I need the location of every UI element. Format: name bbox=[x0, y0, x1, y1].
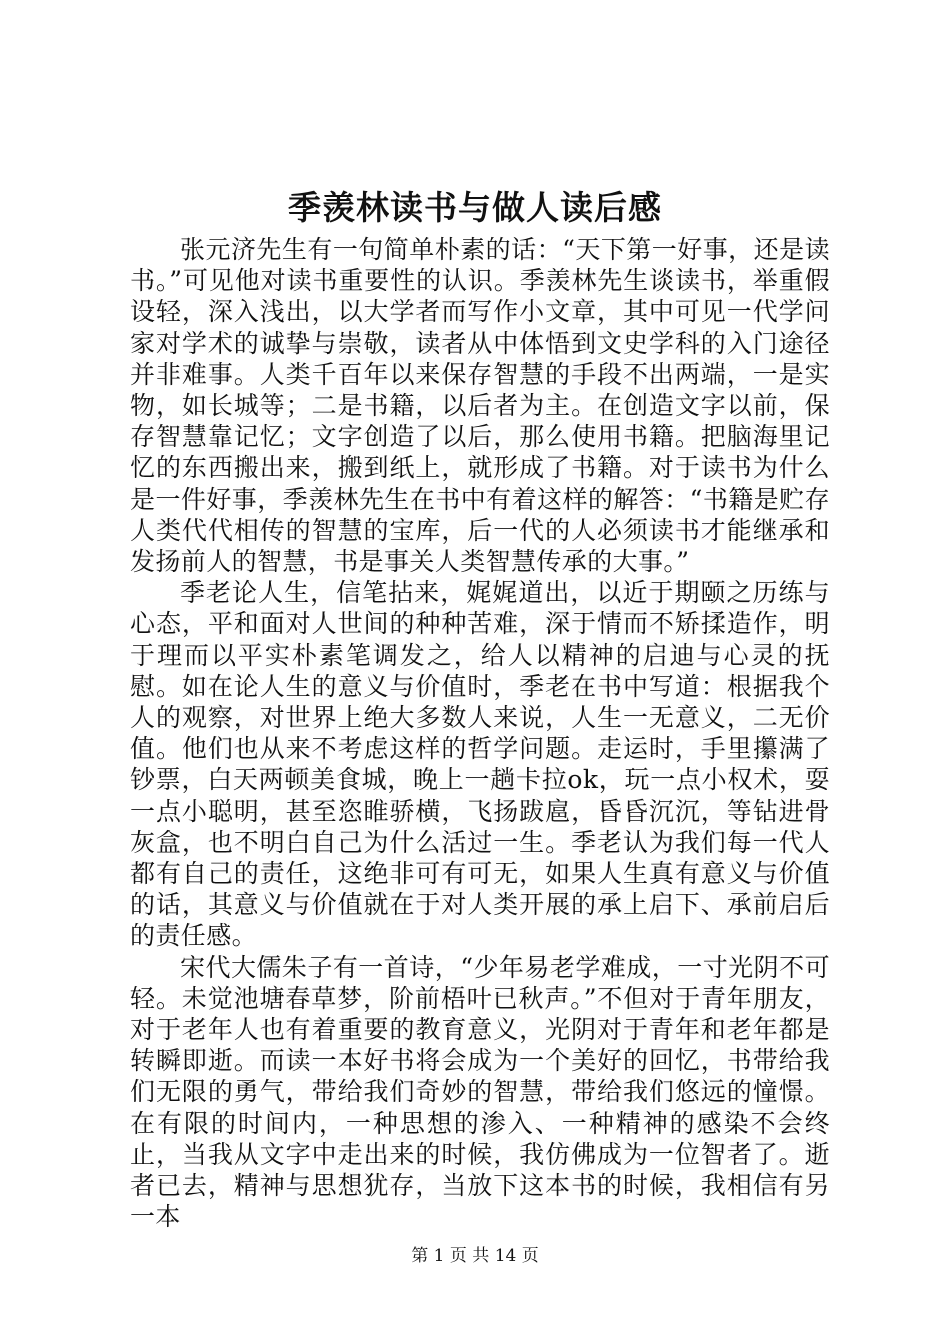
paragraph-3: 宋代大儒朱子有一首诗，“少年易老学难成，一寸光阴不可轻。未觉池塘春草梦，阶前梧叶已秋声。”不但对于青年朋友，对于老年人也有着重要的教育意义，光阴对于青年和老年都是转瞬即逝。而读一本好书将会成为一个美好的回忆，书带给我们无限的勇气，带给我们奇妙的智慧，带给我们悠远的憧憬。在有限的时间内，一种思想的渗入、一种精神的感染不会终止，当我从文字中走出来的时候，我仿佛成为一位智者了。逝者已去，精神与思想犹存，当放下这本书的时候，我相信有另一本 bbox=[130, 952, 830, 1232]
document-title: 季羡林读书与做人读后感 bbox=[288, 188, 662, 227]
page-number-footer: 第 1 页 共 14 页 bbox=[411, 1246, 539, 1266]
paragraph-2: 季老论人生，信笔拈来，娓娓道出，以近于期颐之历练与心态，平和面对人世间的种种苦难，深于情而不矫揉造作，明于理而以平实朴素笔调发之，给人以精神的启迪与心灵的抚慰。如在论人生的意义与价值时，季老在书中写道：根据我个人的观察，对世界上绝大多数人来说，人生一无意义，二无价值。他们也从来不考虑这样的哲学问题。走运时，手里攥满了钞票，白天两顿美食城，晚上一趟卡拉ok，玩一点小权术，耍一点小聪明，甚至恣睢骄横，飞扬跋扈，昏昏沉沉，等钻进骨灰盒，也不明白自己为什么活过一生。季老认为我们每一代人都有自己的责任，这绝非可有可无，如果人生真有意义与价值的话，其意义与价值就在于对人类开展的承上启下、承前启后的责任感。 bbox=[130, 578, 830, 951]
document-body bbox=[130, 234, 830, 1233]
paragraph-1: 张元济先生有一句简单朴素的话：“天下第一好事，还是读书。”可见他对读书重要性的认识。季羡林先生谈读书，举重假设轻，深入浅出，以大学者而写作小文章，其中可见一代学问家对学术的诚挚与崇敬，读者从中体悟到文史学科的入门途径并非难事。人类千百年以来保存智慧的手段不出两端，一是实物，如长城等；二是书籍，以后者为主。在创造文字以前，保存智慧靠记忆；文字创造了以后，那么使用书籍。把脑海里记忆的东西搬出来，搬到纸上，就形成了书籍。对于读书为什么是一件好事，季羡林先生在书中有着这样的解答：“书籍是贮存人类代代相传的智慧的宝库，后一代的人必须读书才能继承和发扬前人的智慧，书是事关人类智慧传承的大事。” bbox=[130, 235, 830, 577]
